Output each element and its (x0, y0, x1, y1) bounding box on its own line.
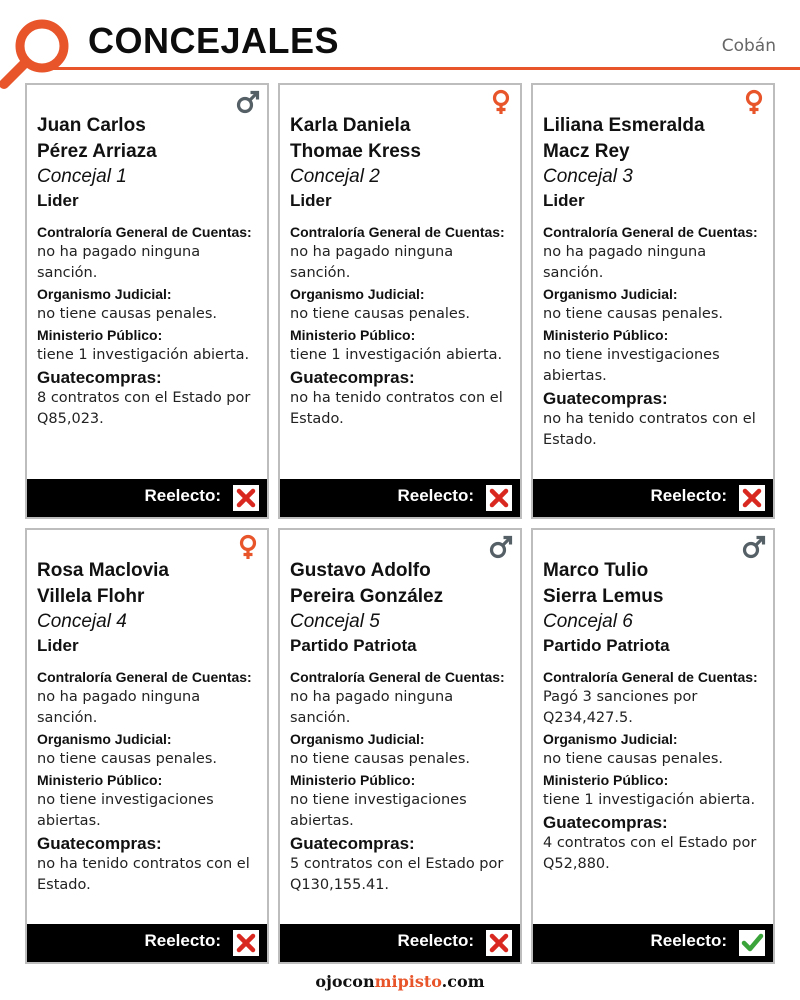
councillor-first-name: Juan Carlos (37, 115, 146, 136)
brand-part-3: .com (441, 972, 485, 991)
reelecto-label: Reelecto: (397, 931, 474, 950)
card-body (280, 85, 520, 479)
organismo-label: Organismo Judicial: (543, 731, 678, 747)
guatecompras-value: no ha tenido contratos con el Estado. (290, 390, 503, 427)
ministerio-label: Ministerio Público: (290, 327, 416, 343)
card-body (280, 530, 520, 924)
contraloria-value: no ha pagado ninguna sanción. (543, 244, 707, 281)
card-body (533, 85, 773, 479)
councillor-first-name: Gustavo Adolfo (290, 560, 431, 581)
councillor-first-name: Marco Tulio (543, 560, 649, 581)
councillor-first-name: Liliana Esmeralda (543, 115, 705, 136)
councillor-role: Concejal 5 (290, 611, 380, 632)
reelection-bar (27, 924, 267, 962)
guatecompras-label: Guatecompras: (543, 813, 668, 832)
guatecompras-value: no ha tenido contratos con el Estado. (37, 856, 250, 893)
councillor-party: Lider (543, 191, 585, 210)
cross-icon (486, 930, 512, 956)
councillor-card (278, 83, 522, 519)
reelecto-label: Reelecto: (144, 486, 221, 505)
ministerio-value: no tiene investigaciones abiertas. (290, 792, 467, 829)
organismo-label: Organismo Judicial: (37, 731, 172, 747)
header (0, 0, 800, 80)
councillor-first-name: Rosa Maclovia (37, 560, 169, 581)
guatecompras-value: 5 contratos con el Estado por Q130,155.41. (290, 856, 504, 893)
contraloria-value: no ha pagado ninguna sanción. (290, 689, 454, 726)
contraloria-label: Contraloría General de Cuentas: (543, 224, 758, 240)
cross-icon (233, 485, 259, 511)
reelecto-label: Reelecto: (650, 486, 727, 505)
organismo-value: no tiene causas penales. (543, 751, 723, 767)
councillor-card (531, 83, 775, 519)
organismo-value: no tiene causas penales. (37, 751, 217, 767)
councillor-card (278, 528, 522, 964)
guatecompras-value: 8 contratos con el Estado por Q85,023. (37, 390, 251, 427)
ministerio-label: Ministerio Público: (543, 327, 669, 343)
cross-icon (233, 930, 259, 956)
councillor-last-name: Pérez Arriaza (37, 141, 157, 162)
councillor-role: Concejal 4 (37, 611, 127, 632)
header-divider (40, 67, 800, 70)
councillor-party: Lider (37, 636, 79, 655)
councillor-last-name: Sierra Lemus (543, 586, 664, 607)
councillor-card (531, 528, 775, 964)
page-title: CONCEJALES (88, 20, 340, 61)
cross-icon (486, 485, 512, 511)
councillor-card (25, 528, 269, 964)
contraloria-value: no ha pagado ninguna sanción. (37, 244, 201, 281)
guatecompras-label: Guatecompras: (290, 834, 415, 853)
organismo-label: Organismo Judicial: (37, 286, 172, 302)
reelection-bar (533, 479, 773, 517)
contraloria-label: Contraloría General de Cuentas: (37, 669, 252, 685)
councillor-party: Lider (37, 191, 79, 210)
councillor-role: Concejal 2 (290, 166, 380, 187)
guatecompras-label: Guatecompras: (543, 389, 668, 408)
reelecto-label: Reelecto: (397, 486, 474, 505)
reelection-bar (27, 479, 267, 517)
councillor-last-name: Thomae Kress (290, 141, 421, 162)
contraloria-label: Contraloría General de Cuentas: (290, 224, 505, 240)
card-body (533, 530, 773, 924)
contraloria-value: no ha pagado ninguna sanción. (37, 689, 201, 726)
brand-part-2: mipisto (374, 972, 442, 991)
ministerio-value: no tiene investigaciones abiertas. (37, 792, 214, 829)
guatecompras-label: Guatecompras: (37, 368, 162, 387)
organismo-value: no tiene causas penales. (290, 306, 470, 322)
organismo-label: Organismo Judicial: (543, 286, 678, 302)
card-body (27, 85, 267, 479)
guatecompras-label: Guatecompras: (290, 368, 415, 387)
guatecompras-value: no ha tenido contratos con el Estado. (543, 411, 756, 448)
contraloria-value: no ha pagado ninguna sanción. (290, 244, 454, 281)
reelecto-label: Reelecto: (144, 931, 221, 950)
ministerio-value: tiene 1 investigación abierta. (543, 792, 756, 808)
contraloria-label: Contraloría General de Cuentas: (543, 669, 758, 685)
organismo-value: no tiene causas penales. (290, 751, 470, 767)
ministerio-value: tiene 1 investigación abierta. (37, 347, 250, 363)
ministerio-label: Ministerio Público: (543, 772, 669, 788)
guatecompras-label: Guatecompras: (37, 834, 162, 853)
reelection-bar (280, 479, 520, 517)
councillor-last-name: Pereira González (290, 586, 444, 607)
organismo-label: Organismo Judicial: (290, 286, 425, 302)
councillor-party: Partido Patriota (543, 636, 670, 655)
check-icon (739, 930, 765, 956)
councillor-party: Lider (290, 191, 332, 210)
councillor-role: Concejal 3 (543, 166, 633, 187)
magnifier-icon (0, 14, 80, 94)
ministerio-label: Ministerio Público: (37, 772, 163, 788)
ministerio-label: Ministerio Público: (37, 327, 163, 343)
contraloria-label: Contraloría General de Cuentas: (290, 669, 505, 685)
reelection-bar (533, 924, 773, 962)
councillor-card (25, 83, 269, 519)
reelecto-label: Reelecto: (650, 931, 727, 950)
organismo-value: no tiene causas penales. (543, 306, 723, 322)
councillor-last-name: Macz Rey (543, 141, 630, 162)
councillor-party: Partido Patriota (290, 636, 417, 655)
ministerio-value: no tiene investigaciones abiertas. (543, 347, 720, 384)
reelection-bar (280, 924, 520, 962)
city-label: Cobán (721, 36, 776, 56)
organismo-value: no tiene causas penales. (37, 306, 217, 322)
brand-part-1: ojocon (315, 972, 375, 991)
contraloria-value: Pagó 3 sanciones por Q234,427.5. (543, 689, 698, 726)
card-body (27, 530, 267, 924)
brand-footer[interactable] (0, 972, 800, 991)
councillor-role: Concejal 6 (543, 611, 633, 632)
councillor-first-name: Karla Daniela (290, 115, 411, 136)
cross-icon (739, 485, 765, 511)
contraloria-label: Contraloría General de Cuentas: (37, 224, 252, 240)
ministerio-label: Ministerio Público: (290, 772, 416, 788)
organismo-label: Organismo Judicial: (290, 731, 425, 747)
councillor-last-name: Villela Flohr (37, 586, 145, 607)
councillor-role: Concejal 1 (37, 166, 127, 187)
guatecompras-value: 4 contratos con el Estado por Q52,880. (543, 835, 757, 872)
ministerio-value: tiene 1 investigación abierta. (290, 347, 503, 363)
